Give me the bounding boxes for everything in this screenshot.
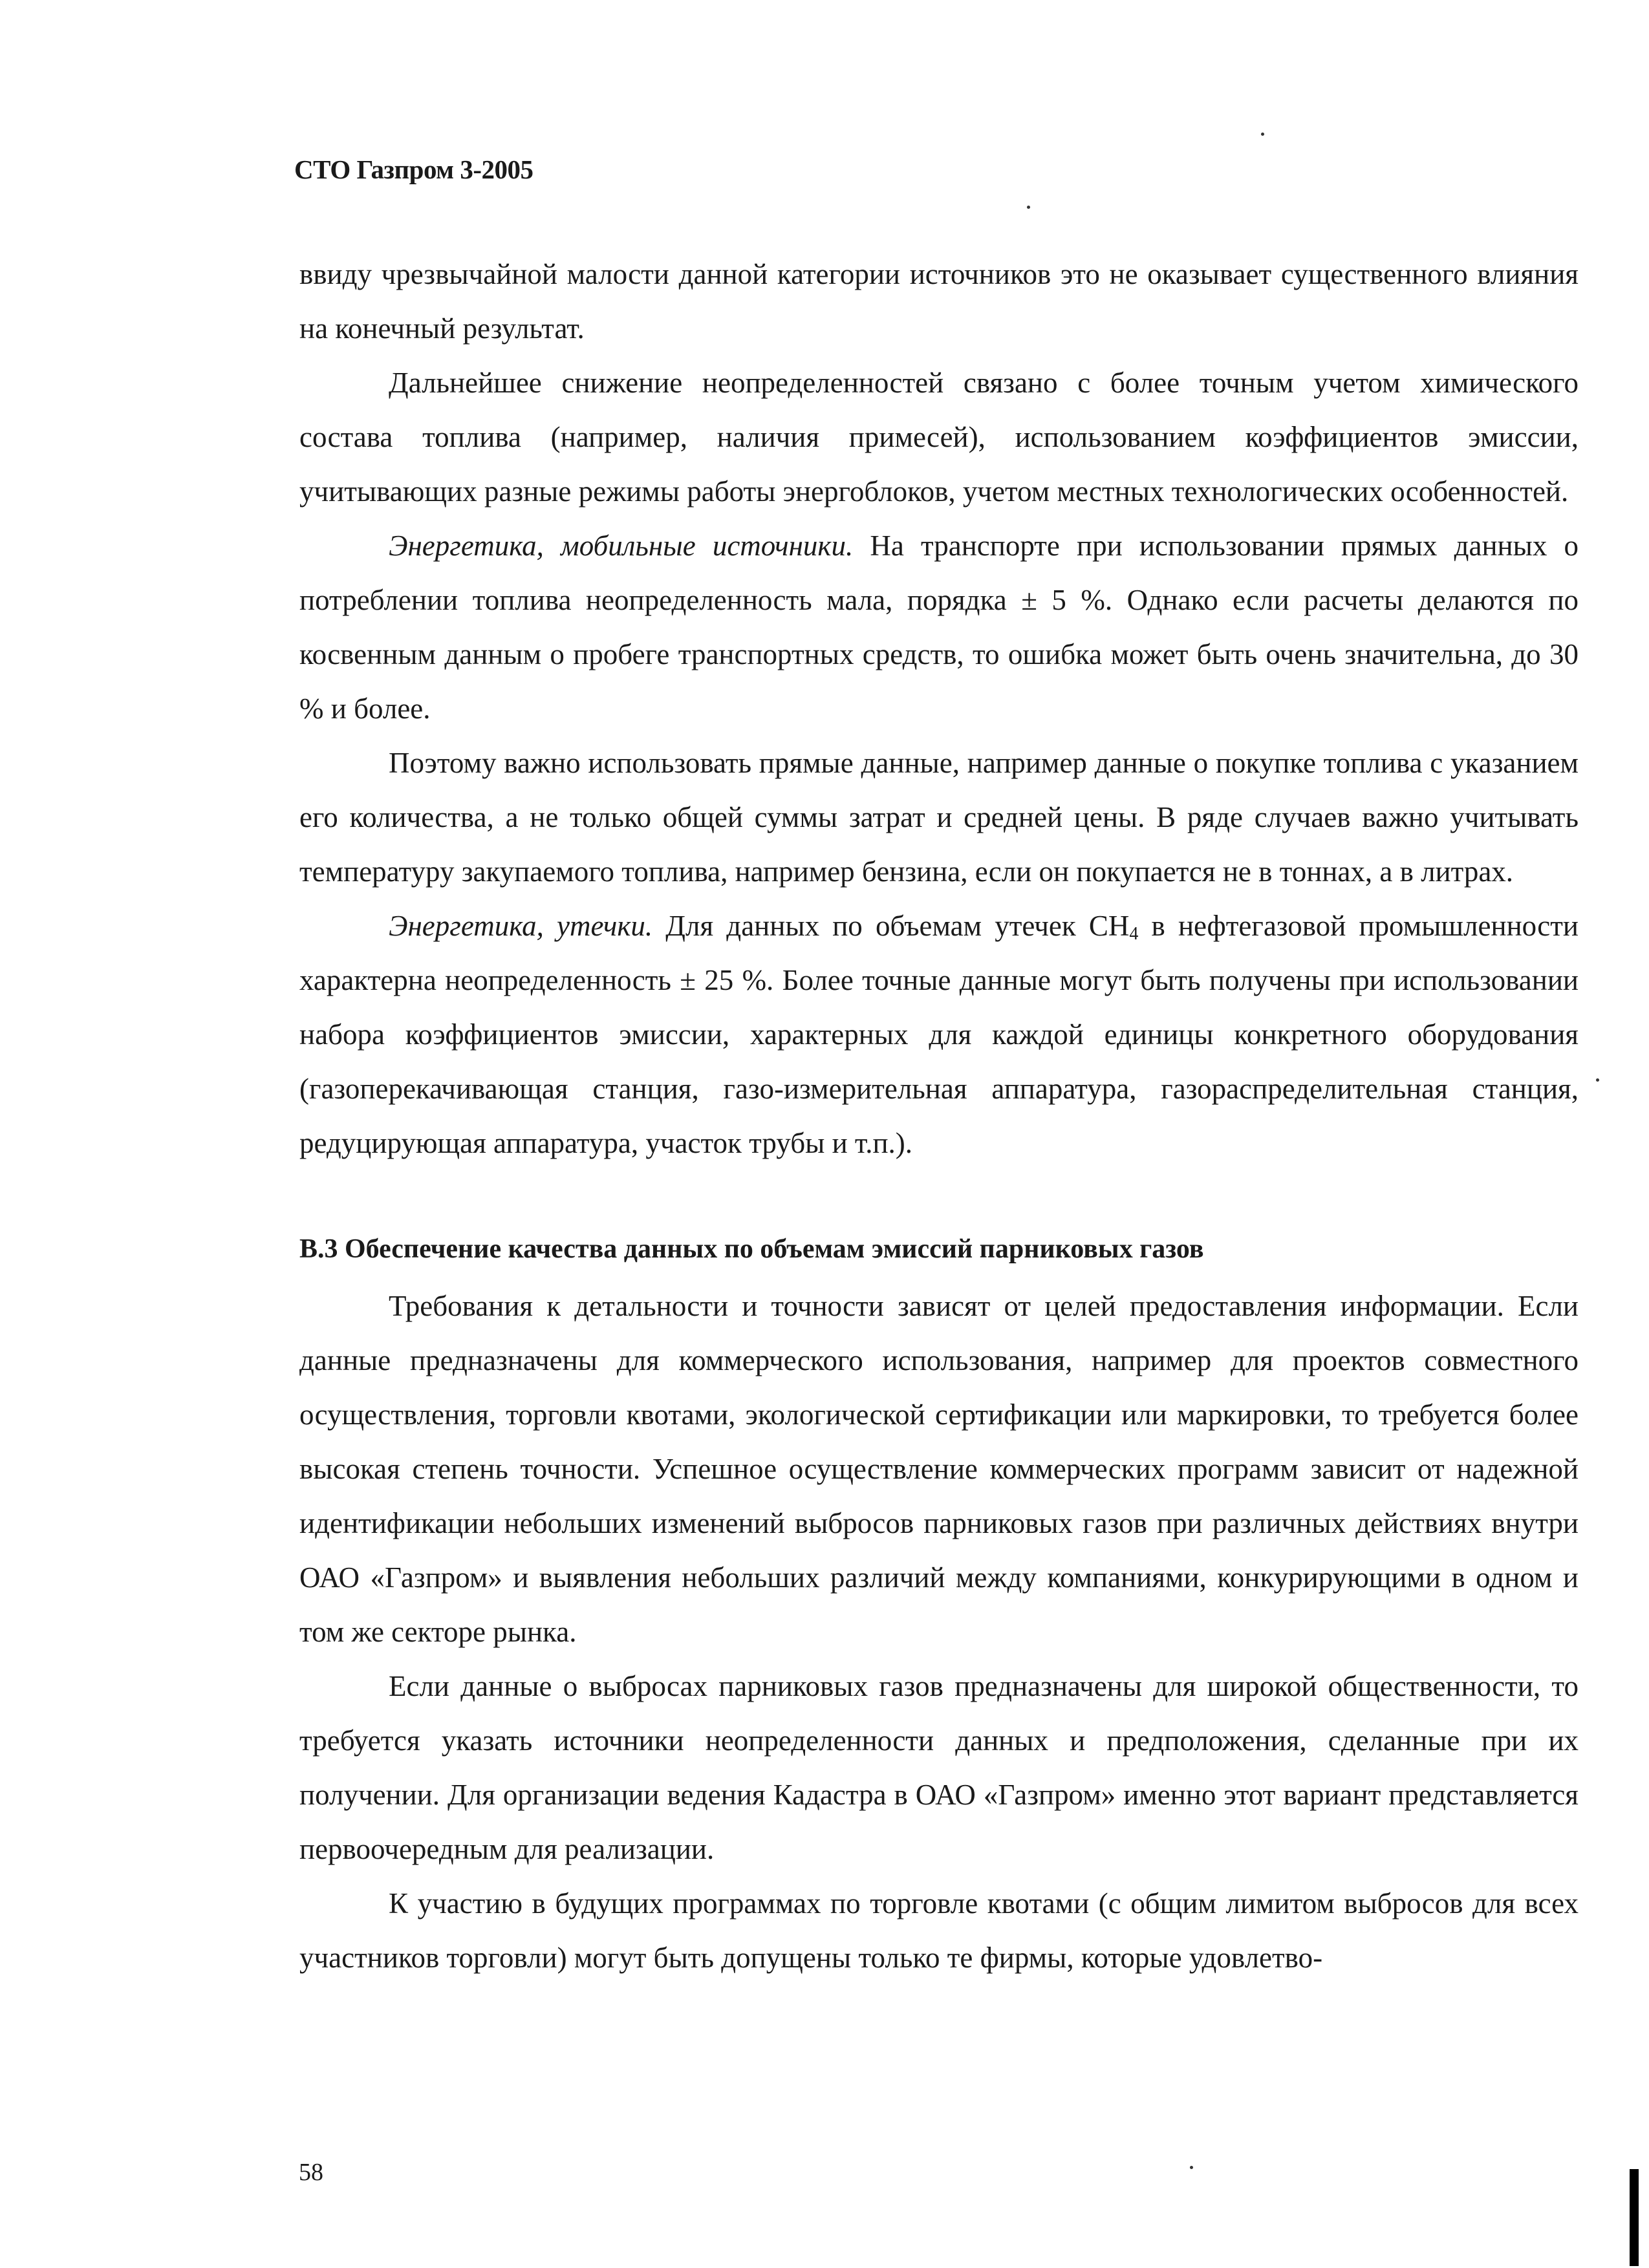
scan-speck xyxy=(1027,206,1030,209)
section-heading: В.3 Обеспечение качества данных по объемам эмиссий парниковых газов xyxy=(299,1234,1204,1264)
paragraph-2: Дальнейшее снижение неопределенностей связано с более точным учетом химического состава топлива (например, наличия примесей), использованием коэффициентов эмиссии, учитывающих разные режимы работы энергоблоков, учетом местных технологических особенностей. xyxy=(299,367,1579,508)
section-paragraph-1: Требования к детальности и точности зависят от целей предоставления информации. Если данные предназначены для коммерческого использования, например для проектов совместного осуществления, торговли квотами, экологической сертификации или маркировки, то требуется более высокая степень точности. Успешное осуществление коммерческих программ зависит от надежной идентификации небольших изменений выбросов парниковых газов при различных действиях внутри ОАО «Газпром» и выявления небольших различий между компаниями, конкурирующими в одном и том же секторе рынка. xyxy=(299,1290,1579,1648)
paragraph-5-pre: Для данных по объемам утечек CH xyxy=(652,910,1130,942)
paragraph-1: ввиду чрезвычайной малости данной категории источников это не оказывает существенного влияния на конечный результат. xyxy=(299,258,1579,345)
section-paragraph-2: Если данные о выбросах парниковых газов предназначены для широкой общественности, то требуется указать источники неопределенности данных и предположения, сделанные при их получении. Для организации ведения Кадастра в ОАО «Газпром» именно этот вариант представляется первоочередным для реализации. xyxy=(299,1670,1579,1865)
scan-speck xyxy=(1596,1078,1599,1082)
paragraph-5-text: в нефтегазовой промышленности характерна неопределенность ± 25 %. Более точные данные могут быть получены при использовании набора коэффициентов эмиссии, характерных для каждой единицы конкретного оборудования (газоперекачивающая станция, газо-измерительная аппаратура, газораспределительная станция, редуцирующая аппаратура, участок трубы и т.п.). xyxy=(299,910,1579,1159)
scan-edge-mark xyxy=(1630,2169,1639,2266)
paragraph-3-lead: Энергетика, мобильные источники. xyxy=(389,530,854,562)
scan-speck xyxy=(1261,133,1264,136)
running-header: СТО Газпром 3-2005 xyxy=(294,155,534,184)
page-number: 58 xyxy=(299,2159,323,2186)
body-text xyxy=(299,247,1579,1985)
section-paragraph-3: К участию в будущих программах по торговле квотами (с общим лимитом выбросов для всех участников торговли) могут быть допущены только те фирмы, которые удовлетво- xyxy=(299,1887,1579,1974)
paragraph-4: Поэтому важно использовать прямые данные, например данные о покупке топлива с указанием его количества, а не только общей суммы затрат и средней цены. В ряде случаев важно учитывать температуру закупаемого топлива, например бензина, если он покупается не в тоннах, а в литрах. xyxy=(299,747,1579,888)
paragraph-3-text: На транспорте при использовании прямых данных о потреблении топлива неопределенность мала, порядка ± 5 %. Однако если расчеты делаются по косвенным данным о пробеге транспортных средств, то ошибка может быть очень значительна, до 30 % и более. xyxy=(299,530,1579,725)
paragraph-5-lead: Энергетика, утечки. xyxy=(389,910,653,942)
scan-speck xyxy=(1190,2166,1193,2169)
methane-subscript: 4 xyxy=(1129,924,1139,944)
paragraph-5 xyxy=(299,899,1579,1170)
paragraph-3 xyxy=(299,519,1579,736)
